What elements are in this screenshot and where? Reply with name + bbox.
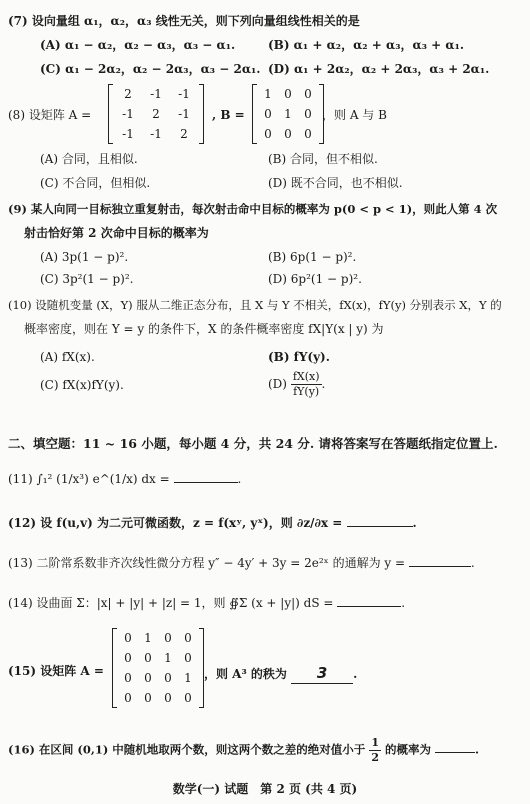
- q8-matrix-b: 1 0 0 0 1 0 0 0 0: [252, 84, 324, 144]
- q8-option-c: (C) 不合同，但相似.: [40, 176, 151, 190]
- q8-option-a: (A) 合同，且相似.: [40, 152, 138, 166]
- q15-handwritten-answer: 3: [316, 664, 328, 682]
- q10-option-d: (D) $\frac{fX(x)}{fY(y)}$ .: [268, 370, 326, 398]
- q15-matrix: 0 1 0 0 0 0 1 0 0 0 0 1 0 0 0 0: [112, 628, 204, 708]
- q9-option-c: (C) 3p²(1 − p)².: [40, 272, 134, 286]
- q9-stem-line1: (9) 某人向同一目标独立重复射击，每次射击命中目标的概率为 p(0 < p < 1)，则此人第 4 次: [8, 202, 498, 216]
- q8-option-b: (B) 合同，但不相似.: [268, 152, 378, 166]
- q16-answer-blank[interactable]: [435, 752, 475, 753]
- q10-option-c: (C) fX(x)fY(y).: [40, 378, 124, 392]
- q11: (11) ∫₁² (1/x³) e^(1/x) dx = .: [8, 472, 242, 486]
- q7-option-c: (C) α₁ − 2α₂，α₂ − 2α₃，α₃ − 2α₁.: [40, 62, 261, 76]
- q13: (13) 二阶常系数非齐次线性微分方程 y″ − 4y′ + 3y = 2e²ˣ 的通解为 y = .: [8, 556, 475, 570]
- q8-option-d: (D) 既不合同，也不相似.: [268, 176, 403, 190]
- q9-option-b: (B) 6p(1 − p)².: [268, 250, 357, 264]
- q13-answer-blank[interactable]: [409, 566, 471, 567]
- q12-answer-blank[interactable]: [347, 526, 413, 527]
- q7-stem: (7) 设向量组 α₁，α₂，α₃ 线性无关，则下列向量组线性相关的是: [8, 14, 360, 28]
- q10-stem-line2: 概率密度，则在 Y = y 的条件下，X 的条件概率密度 fX|Y(x | y) 为: [24, 322, 384, 336]
- q10-option-b: (B) fY(y).: [268, 350, 330, 364]
- q12-text: (12) 设 f(u,v) 为二元可微函数，z = f(xʸ, yˣ)，则 ∂z/∂x =: [8, 516, 343, 530]
- q7-option-b: (B) α₁ + α₂，α₂ + α₃，α₃ + α₁.: [268, 38, 465, 52]
- q10-stem-line1: (10) 设随机变量 (X，Y) 服从二维正态分布，且 X 与 Y 不相关，fX(x)，fY(y) 分别表示 X，Y 的: [8, 298, 502, 312]
- q7-option-a: (A) α₁ − α₂，α₂ − α₃，α₃ − α₁.: [40, 38, 236, 52]
- q9-option-a: (A) 3p(1 − p)².: [40, 250, 129, 264]
- q11-label: (11): [8, 472, 33, 486]
- q15-answer-blank[interactable]: [291, 664, 353, 684]
- q16: (16) 在区间 (0,1) 中随机地取两个数，则这两个数之差的绝对值小于 $\frac{1}{2}$ 的概率为 .: [8, 736, 480, 764]
- q14: (14) 设曲面 Σ：|x| + |y| + |z| = 1，则 ∯Σ (x + |y|) dS = .: [8, 596, 406, 610]
- q15-suffix: ，则 A³ 的秩为: [204, 667, 287, 681]
- q8-prefix: (8) 设矩阵 A =: [8, 108, 92, 122]
- q15: ，则 A³ 的秩为 3 .: [204, 664, 358, 682]
- q10-option-d-fraction: $\frac{fX(x)}{fY(y)}$: [292, 370, 320, 398]
- q8-suffix: ，则 A 与 B: [322, 108, 387, 122]
- section-2-heading: 二、填空题：11 ~ 16 小题，每小题 4 分，共 24 分. 请将答案写在答题纸指定位置上.: [8, 436, 498, 451]
- q9-stem-line2: 射击恰好第 2 次命中目标的概率为: [24, 226, 209, 240]
- q16-fraction: $\frac{1}{2}$: [371, 736, 379, 764]
- q14-answer-blank[interactable]: [337, 606, 401, 607]
- q9-option-d: (D) 6p²(1 − p)².: [268, 272, 362, 286]
- q10-option-d-label: (D): [268, 376, 287, 391]
- page-footer: 数学(一) 试题 第 2 页 (共 4 页): [172, 782, 358, 796]
- q13-text: (13) 二阶常系数非齐次线性微分方程 y″ − 4y′ + 3y = 2e²ˣ 的通解为 y =: [8, 556, 406, 570]
- q8-mid: , B =: [212, 108, 245, 122]
- q12: (12) 设 f(u,v) 为二元可微函数，z = f(xʸ, yˣ)，则 ∂z/∂x = .: [8, 516, 417, 530]
- q14-text: (14) 设曲面 Σ：|x| + |y| + |z| = 1，则 ∯Σ (x + |y|) dS =: [8, 596, 334, 610]
- q10-option-a: (A) fX(x).: [40, 350, 95, 364]
- q11-integral: ∫₁² (1/x³) e^(1/x) dx =: [36, 472, 170, 486]
- q7-option-d: (D) α₁ + 2α₂，α₂ + 2α₃，α₃ + 2α₁.: [268, 62, 490, 76]
- q8-matrix-a: 2 -1 -1 -1 2 -1 -1 -1 2: [108, 84, 204, 144]
- q16-prefix: (16) 在区间 (0,1) 中随机地取两个数，则这两个数之差的绝对值小于: [8, 742, 366, 757]
- q16-suffix: 的概率为: [384, 742, 431, 757]
- q11-answer-blank[interactable]: [174, 482, 238, 483]
- q15-prefix: (15) 设矩阵 A =: [8, 664, 104, 678]
